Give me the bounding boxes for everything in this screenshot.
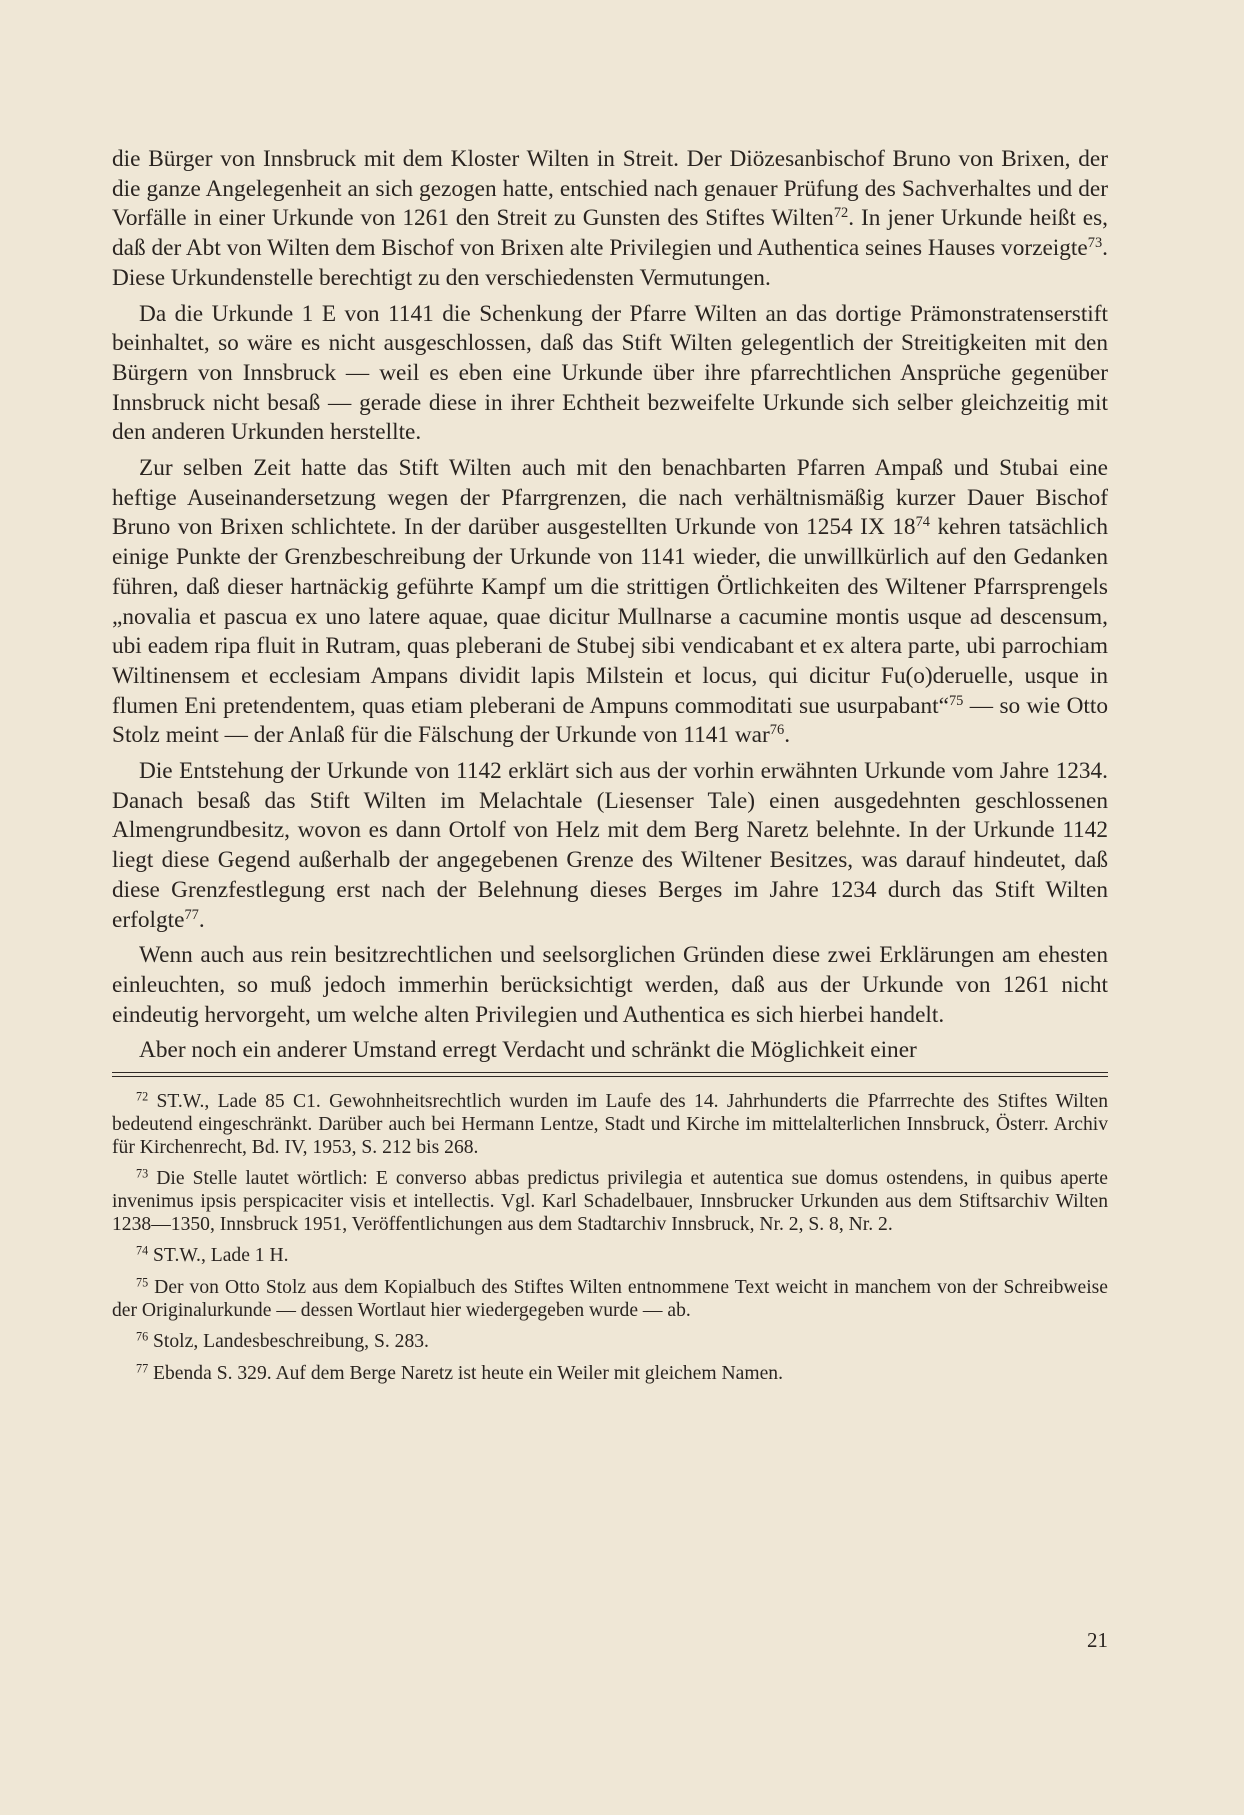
footnotes (112, 1091, 1108, 1386)
footnote-73: $^{73}$ Die Stelle lautet wörtlich: E converso abbas predictus privilegia et autentica sue domus ostendens, in quibus aperte invenimus ipsis perspicaciter visis et intellectis. Vgl. Karl Schadelbauer, Innsbrucker Urkunden aus dem Stiftsarchiv Wilten 1238—1350, Innsbruck 1951, Veröffentlichungen aus dem Stadtarchiv Innsbruck, Nr. 2, S. 8, Nr. 2. (112, 1166, 1108, 1235)
paragraph-1: die Bürger von Innsbruck mit dem Kloster Wilten in Streit. Der Diözesanbischof Bruno von Brixen, der die ganze Angelegenheit an sich gezogen hatte, entschied nach genauer Prüfung des Sachverhaltes und der Vorfälle in einer Urkunde von 1261 den Streit zu Gunsten des Stiftes Wilten$^{72}$. In jener Urkunde heißt es, daß der Abt von Wilten dem Bischof von Brixen alte Privilegien und Authentica seines Hauses vorzeigte$^{73}$. Diese Urkundenstelle berechtigt zu den verschiedensten Vermutungen. (112, 146, 1108, 291)
footnote-rule (112, 1072, 1108, 1073)
footnote-ref-72[interactable]: 72 (833, 205, 849, 222)
footnote-74: $^{74}$ ST.W., Lade 1 H. (136, 1243, 289, 1267)
page-number: 21 (1087, 1628, 1108, 1652)
paragraph-4: Die Entstehung der Urkunde von 1142 erklärt sich aus der vorhin erwähnten Urkunde vom Jahre 1234. Danach besaß das Stift Wilten im Melachtale (Liesenser Tale) einen ausgedehnten geschlossenen Almengrundbesitz, wovon es dann Ortolf von Helz mit dem Berg Naretz belehnte. In der Urkunde 1142 liegt diese Gegend außerhalb der angegebenen Grenze des Wiltener Besitzes, was darauf hindeutet, daß diese Grenzfestlegung erst nach der Belehnung dieses Berges im Jahre 1234 durch das Stift Wilten erfolgte$^{77}$. (112, 758, 1108, 933)
footnote-76: $^{76}$ Stolz, Landesbeschreibung, S. 283. (136, 1329, 429, 1353)
paragraph-3: Zur selben Zeit hatte das Stift Wilten auch mit den benachbarten Pfarren Ampaß und Stubai eine heftige Auseinandersetzung wegen der Pfarrgrenzen, die nach verhältnismäßig kurzer Dauer Bischof Bruno von Brixen schlichtete. In der darüber ausgestellten Urkunde von 1254 IX $18^{74}$ kehren tatsächlich einige Punkte der Grenzbeschreibung der Urkunde von 1141 wieder, die unwillkürlich auf den Gedanken führen, daß dieser hartnäckig geführte Kampf um die strittigen Örtlichkeiten des Wiltener Pfarrsprengels „novalia et pascua ex uno latere aquae, quae dicitur Mullnarse a cacumine montis usque ad descensum, ubi eadem ripa fluit in Rutram, quas pleberani de Stubej sibi vendicabant et ex altera parte, ubi parrochiam Wiltinensem et ecclesiam Ampans dividit lapis Milstein et locus, qui dicitur Fu(o)deruelle, usque in flumen Eni pretendentem, quas etiam pleberani de Ampuns commoditati sue usurpabant“$^{75}$ — so wie Otto Stolz meint — der Anlaß für die Fälschung der Urkunde von 1141 war$^{76}$. (112, 455, 1108, 749)
body-text (112, 145, 1108, 1066)
footnote-number: 76 (136, 1329, 149, 1344)
footnote-77: $^{77}$ Ebenda S. 329. Auf dem Berge Naretz ist heute ein Weiler mit gleichem Namen. (136, 1361, 783, 1385)
footnote-ref-74[interactable]: 74 (915, 514, 930, 531)
footnote-ref-76[interactable]: 76 (769, 722, 785, 739)
footnote-ref-73[interactable]: 73 (1087, 235, 1103, 252)
paragraph-5: Wenn auch aus rein besitzrechtlichen und seelsorglichen Gründen diese zwei Erklärungen am ehesten einleuchten, so muß jedoch immerhin berücksichtigt werden, daß aus der Urkunde von 1261 nicht eindeutig hervorgeht, um welche alten Privilegien und Authentica es sich hierbei handelt. (112, 942, 1108, 1028)
paragraph-2: Da die Urkunde 1 E von 1141 die Schenkung der Pfarre Wilten an das dortige Prämonstratenserstift beinhaltet, so wäre es nicht ausgeschlossen, daß das Stift Wilten gelegentlich der Streitigkeiten mit den Bürgern von Innsbruck — weil es eben eine Urkunde über ihre pfarrechtlichen Ansprüche gegenüber Innsbruck nicht besaß — gerade diese in ihrer Echtheit bezweifelte Urkunde sich selber gleichzeitig mit den anderen Urkunden herstellte. (112, 300, 1108, 446)
footnote-ref-77[interactable]: 77 (184, 906, 199, 923)
footnote-75: $^{75}$ Der von Otto Stolz aus dem Kopialbuch des Stiftes Wilten entnommene Text weicht in manchem von der Schreibweise der Originalurkunde — dessen Wortlaut hier wiedergegeben wurde — ab. (112, 1275, 1108, 1321)
footnote-number: 75 (136, 1275, 149, 1290)
footnote-number: 77 (136, 1361, 149, 1376)
footnote-ref-75[interactable]: 75 (948, 692, 964, 709)
footnote-rule-secondary (112, 1076, 1108, 1077)
footnote-number: 73 (136, 1166, 149, 1181)
paragraph-6: Aber noch ein anderer Umstand erregt Verdacht und schränkt die Möglichkeit einer (139, 1037, 917, 1064)
footnote-72: $^{72}$ ST.W., Lade 85 C1. Gewohnheitsrechtlich wurden im Laufe des 14. Jahrhunderts die Pfarrrechte des Stiftes Wilten bedeutend eingeschränkt. Darüber auch bei Hermann Lentze, Stadt und Kirche im mittelalterlichen Innsbruck, Österr. Archiv für Kirchenrecht, Bd. IV, 1953, S. 212 bis 268. (112, 1089, 1108, 1158)
footnote-number: 74 (136, 1243, 149, 1258)
footnote-number: 72 (136, 1089, 149, 1104)
page-content (112, 145, 1108, 1395)
